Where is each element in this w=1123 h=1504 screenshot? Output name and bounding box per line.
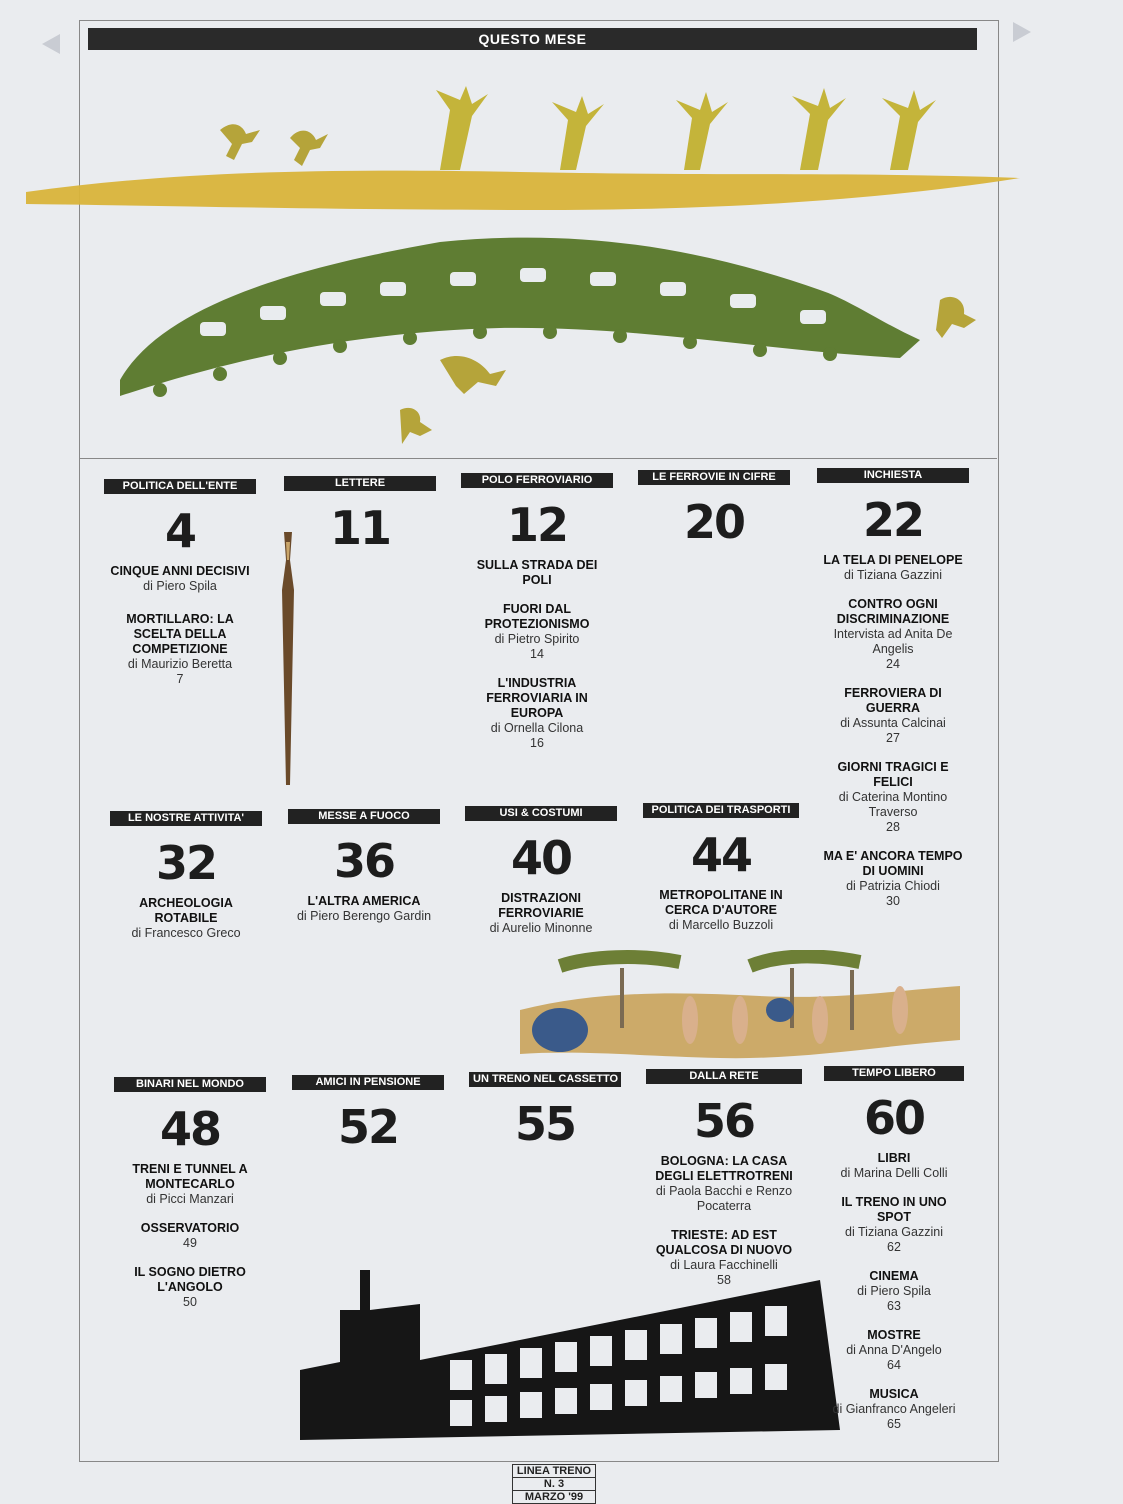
- section-dalla-rete: [646, 1069, 802, 1288]
- section-label: POLITICA DELL'ENTE: [104, 479, 256, 494]
- article-title: SULLA STRADA DEI POLI: [476, 558, 598, 587]
- article-title: TRIESTE: AD EST QUALCOSA DI NUOVO: [655, 1228, 793, 1257]
- section-treno-nel-cassetto[interactable]: [469, 1072, 621, 1149]
- article-author: di Piero Berengo Gardin: [296, 909, 432, 923]
- article[interactable]: [461, 676, 613, 751]
- article-author: di Ornella Cilona: [490, 721, 584, 735]
- section-label: LETTERE: [284, 476, 436, 491]
- article-page: 30: [886, 894, 900, 908]
- article[interactable]: [824, 1387, 964, 1432]
- article[interactable]: [461, 602, 613, 662]
- article-title: MORTILLARO: LA SCELTA DELLA COMPETIZIONE: [126, 612, 234, 656]
- section-label: UN TRENO NEL CASSETTO: [469, 1072, 621, 1087]
- article-author: di Marcello Buzzoli: [668, 918, 774, 932]
- section-lettere[interactable]: [284, 476, 436, 553]
- article-author: di Picci Manzari: [146, 1192, 234, 1206]
- section-label: POLITICA DEI TRASPORTI: [643, 803, 799, 818]
- article-page: 50: [183, 1295, 197, 1309]
- section-label: DALLA RETE: [646, 1069, 802, 1084]
- article-page: 28: [886, 820, 900, 834]
- article-title: L'INDUSTRIA FERROVIARIA IN EUROPA: [486, 676, 588, 720]
- article-title: MA E' ANCORA TEMPO DI UOMINI: [823, 849, 963, 878]
- article[interactable]: [110, 896, 262, 941]
- section-page: 60: [863, 1091, 924, 1145]
- section-label: AMICI IN PENSIONE: [292, 1075, 444, 1090]
- section-label: BINARI NEL MONDO: [114, 1077, 266, 1092]
- issue-info: [512, 1464, 596, 1504]
- article-title: L'ALTRA AMERICA: [307, 894, 421, 908]
- article-title: CINQUE ANNI DECISIVI: [110, 564, 250, 578]
- section-page: 52: [337, 1100, 398, 1154]
- article-page: 65: [887, 1417, 901, 1431]
- article-author: di Piero Spila: [857, 1284, 931, 1298]
- article[interactable]: [817, 849, 969, 909]
- article-author: Intervista ad Anita De Angelis: [833, 627, 953, 656]
- section-page: 36: [333, 834, 394, 888]
- section-polo-ferroviario: [461, 473, 613, 751]
- section-tempo-libero: [824, 1066, 964, 1432]
- article-author: di Tiziana Gazzini: [845, 1225, 943, 1239]
- section-binari-nel-mondo: [114, 1077, 266, 1310]
- publication-name: LINEA TRENO: [512, 1464, 596, 1478]
- issue-number: N. 3: [512, 1478, 596, 1491]
- page-title: QUESTO MESE: [88, 28, 977, 50]
- section-page: 12: [506, 498, 567, 552]
- article-author: di Anna D'Angelo: [846, 1343, 942, 1357]
- article[interactable]: [104, 564, 256, 594]
- issue-date: MARZO '99: [512, 1491, 596, 1504]
- article-page: 63: [887, 1299, 901, 1313]
- section-messe-a-fuoco: [288, 809, 440, 924]
- article-title: TRENI E TUNNEL A MONTECARLO: [132, 1162, 248, 1191]
- article[interactable]: [824, 1195, 964, 1255]
- article-page: 27: [886, 731, 900, 745]
- prev-page-arrow-icon[interactable]: [42, 34, 60, 54]
- section-usi-costumi: [465, 806, 617, 936]
- pen-illustration: [268, 530, 308, 795]
- section-label: LE FERROVIE IN CIFRE: [638, 470, 790, 485]
- section-page: 20: [683, 495, 744, 549]
- article[interactable]: [817, 686, 969, 746]
- article-title: IL TRENO IN UNO SPOT: [841, 1195, 947, 1224]
- article-author: di Laura Facchinelli: [670, 1258, 778, 1272]
- article[interactable]: [114, 1265, 266, 1310]
- section-page: 40: [510, 831, 571, 885]
- article[interactable]: [114, 1162, 266, 1207]
- article-author: di Piero Spila: [143, 579, 217, 593]
- section-page: 55: [514, 1097, 575, 1151]
- article-author: di Aurelio Minonne: [489, 921, 593, 935]
- article[interactable]: [646, 1154, 802, 1214]
- article[interactable]: [824, 1151, 964, 1181]
- article-title: OSSERVATORIO: [140, 1221, 240, 1235]
- article-page: 62: [887, 1240, 901, 1254]
- article-author: di Paola Bacchi e Renzo Pocaterra: [655, 1184, 793, 1213]
- article-title: BOLOGNA: LA CASA DEGLI ELETTROTRENI: [655, 1154, 793, 1183]
- next-page-arrow-icon[interactable]: [1013, 22, 1031, 42]
- article-page: 49: [183, 1236, 197, 1250]
- article-page: 16: [530, 736, 544, 750]
- article[interactable]: [114, 1221, 266, 1251]
- section-label: INCHIESTA: [817, 468, 969, 483]
- section-page: 56: [693, 1094, 754, 1148]
- section-page: 22: [862, 493, 923, 547]
- section-inchiesta: [817, 468, 969, 909]
- article-title: FUORI DAL PROTEZIONISMO: [484, 602, 590, 631]
- article-title: GIORNI TRAGICI E FELICI: [837, 760, 949, 789]
- article-author: di Francesco Greco: [131, 926, 241, 940]
- article[interactable]: [817, 760, 969, 835]
- article[interactable]: [824, 1269, 964, 1314]
- landscape-illustration: [520, 950, 960, 1080]
- article[interactable]: [643, 888, 799, 933]
- article-title: MOSTRE: [867, 1328, 921, 1342]
- section-politica-ente: [104, 479, 256, 687]
- article[interactable]: [817, 553, 969, 583]
- article-title: CONTRO OGNI DISCRIMINAZIONE: [836, 597, 950, 626]
- article-author: di Maurizio Beretta: [127, 657, 233, 671]
- article-author: di Marina Delli Colli: [840, 1166, 948, 1180]
- article-title: LIBRI: [877, 1151, 911, 1165]
- train-illustration: [20, 60, 1030, 460]
- article[interactable]: [465, 891, 617, 936]
- article-title: IL SOGNO DIETRO L'ANGOLO: [134, 1265, 246, 1294]
- section-page: 48: [159, 1102, 220, 1156]
- article[interactable]: [824, 1328, 964, 1373]
- article-title: LA TELA DI PENELOPE: [823, 553, 963, 567]
- section-page: 11: [329, 501, 390, 555]
- section-page: 44: [690, 828, 751, 882]
- article-page: 14: [530, 647, 544, 661]
- article-page: 58: [717, 1273, 731, 1287]
- article-title: METROPOLITANE IN CERCA D'AUTORE: [659, 888, 783, 917]
- section-nostre-attivita: [110, 811, 262, 941]
- article-page: 24: [886, 657, 900, 671]
- section-page: 4: [164, 504, 195, 558]
- section-ferrovie-cifre[interactable]: [638, 470, 790, 547]
- article-author: di Patrizia Chiodi: [846, 879, 940, 893]
- article-author: di Caterina Montino Traverso: [838, 790, 948, 819]
- section-label: LE NOSTRE ATTIVITA': [110, 811, 262, 826]
- article-page: 7: [176, 672, 184, 686]
- article[interactable]: [817, 597, 969, 672]
- section-label: POLO FERROVIARIO: [461, 473, 613, 488]
- article-title: CINEMA: [869, 1269, 919, 1283]
- article-author: di Assunta Calcinai: [840, 716, 946, 730]
- article-author: di Pietro Spirito: [494, 632, 580, 646]
- article-author: di Tiziana Gazzini: [844, 568, 942, 582]
- article[interactable]: [646, 1228, 802, 1288]
- section-label: MESSE A FUOCO: [288, 809, 440, 824]
- article-title: DISTRAZIONI FERROVIARIE: [498, 891, 584, 920]
- section-page: 32: [155, 836, 216, 890]
- article[interactable]: [288, 894, 440, 924]
- section-amici-in-pensione[interactable]: [292, 1075, 444, 1152]
- article-title: MUSICA: [869, 1387, 919, 1401]
- section-politica-trasporti: [643, 803, 799, 933]
- article-title: FERROVIERA DI GUERRA: [844, 686, 942, 715]
- article-author: di Gianfranco Angeleri: [832, 1402, 956, 1416]
- article[interactable]: [461, 558, 613, 588]
- article[interactable]: [104, 612, 256, 687]
- section-label: USI & COSTUMI: [465, 806, 617, 821]
- section-label: TEMPO LIBERO: [824, 1066, 964, 1081]
- article-page: 64: [887, 1358, 901, 1372]
- article-title: ARCHEOLOGIA ROTABILE: [139, 896, 233, 925]
